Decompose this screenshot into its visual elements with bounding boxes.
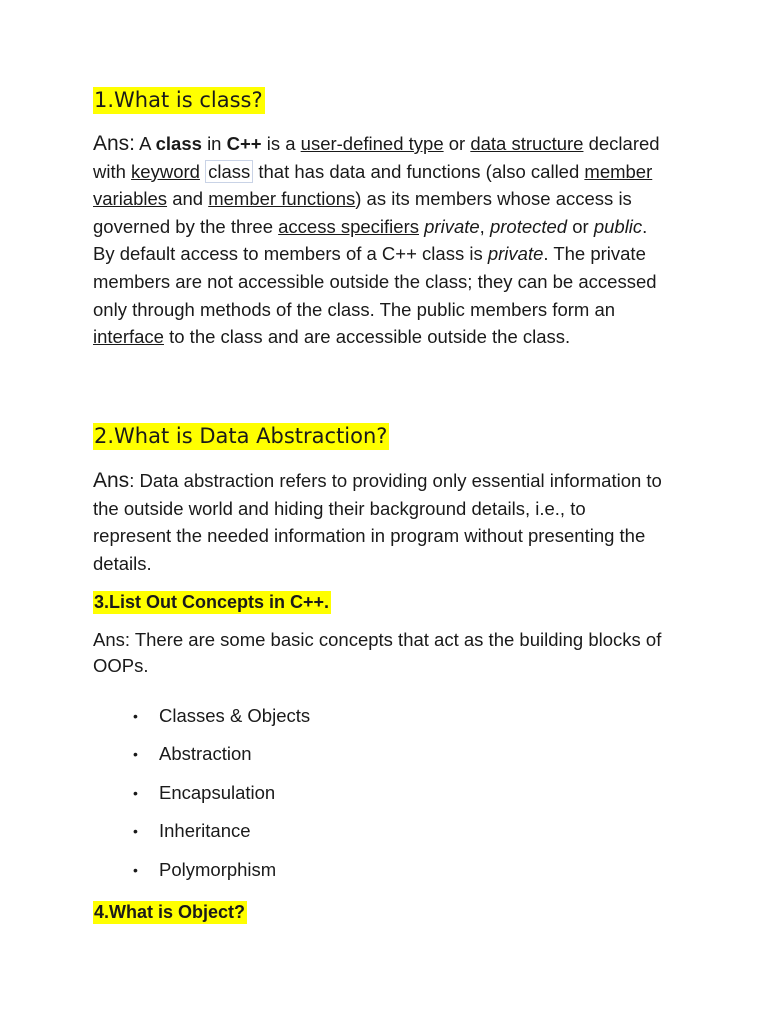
link-interface[interactable]: interface — [93, 326, 164, 348]
answer-2-text: : Data abstraction refers to providing only essential information to the outside world and hiding their background details, i.e., to represent the needed information in program without presenting the details. — [93, 470, 662, 574]
list-item-label: Polymorphism — [159, 858, 277, 880]
answer-1-text: in — [207, 133, 222, 154]
link-member-functions[interactable]: member functions — [208, 188, 356, 210]
bullet-icon: • — [133, 784, 138, 801]
answer-1-text: to the class and are accessible outside the class. — [169, 326, 571, 348]
link-access-specifiers[interactable]: access specifiers — [278, 215, 419, 237]
answer-2-label: Ans — [93, 469, 130, 492]
bullet-icon: • — [133, 708, 138, 724]
list-item — [93, 777, 310, 815]
bullet-icon: • — [133, 746, 138, 763]
list-item — [93, 700, 310, 738]
list-item-label: Classes & Objects — [159, 705, 311, 726]
link-keyword[interactable]: keyword — [131, 160, 200, 182]
answer-1-text: . By default access to members of a C++ class is — [93, 215, 648, 265]
answer-1-text: that has data and functions (also called — [258, 160, 580, 182]
answer-1-text: declared with — [93, 133, 660, 182]
answer-1-text: or — [448, 133, 466, 154]
bullet-icon: • — [133, 823, 138, 840]
answer-3-paragraph: Ans: There are some basic concepts that act as the building blocks of OOPs. — [93, 629, 662, 676]
answer-2-paragraph — [93, 467, 668, 577]
question-2-heading — [93, 424, 389, 448]
list-item-label: Inheritance — [159, 820, 251, 842]
answer-1-italic-private: private — [424, 215, 480, 237]
answer-1-text: . The private members are not accessible outside the class; they can be accessed only through methods of the class. The public members form an — [93, 243, 657, 320]
answer-1-label: Ans: — [93, 132, 136, 155]
answer-1-italic-private: private — [487, 243, 544, 265]
answer-1-text: A — [139, 133, 151, 154]
bullet-icon: • — [133, 861, 138, 878]
link-member-variables[interactable]: member variables — [93, 160, 653, 210]
keyword-class-box: class — [205, 160, 253, 183]
question-4-heading — [93, 902, 247, 923]
answer-1-paragraph — [93, 130, 668, 351]
question-3-title: 3.List Out Concepts in C++. — [94, 592, 330, 612]
answer-1-italic-public: public — [593, 215, 643, 237]
list-item — [93, 738, 310, 776]
answer-1-text: and — [172, 188, 204, 210]
question-4-title: 4.What is Object? — [94, 902, 246, 922]
list-item-label: Abstraction — [159, 743, 252, 765]
answer-1-text: ) as its members whose access is governed by the three — [93, 188, 632, 237]
answer-1-text: , — [479, 215, 485, 237]
list-item — [93, 854, 310, 892]
list-item-label: Encapsulation — [159, 781, 276, 803]
question-1-heading — [93, 88, 265, 112]
link-user-defined-type[interactable]: user-defined type — [300, 133, 444, 154]
concepts-list — [93, 700, 310, 892]
question-2-title: 2.What is Data Abstraction? — [94, 424, 388, 448]
answer-1-text: is a — [266, 133, 296, 154]
answer-1-italic-protected: protected — [489, 215, 568, 237]
answer-1-bold-class: class — [155, 133, 202, 154]
answer-1-text: or — [572, 215, 589, 237]
question-3-heading — [93, 592, 331, 613]
question-1-title: 1.What is class? — [94, 88, 263, 112]
answer-1-bold-cpp: C++ — [226, 133, 262, 154]
list-item — [93, 815, 310, 853]
link-data-structure[interactable]: data structure — [470, 133, 584, 154]
